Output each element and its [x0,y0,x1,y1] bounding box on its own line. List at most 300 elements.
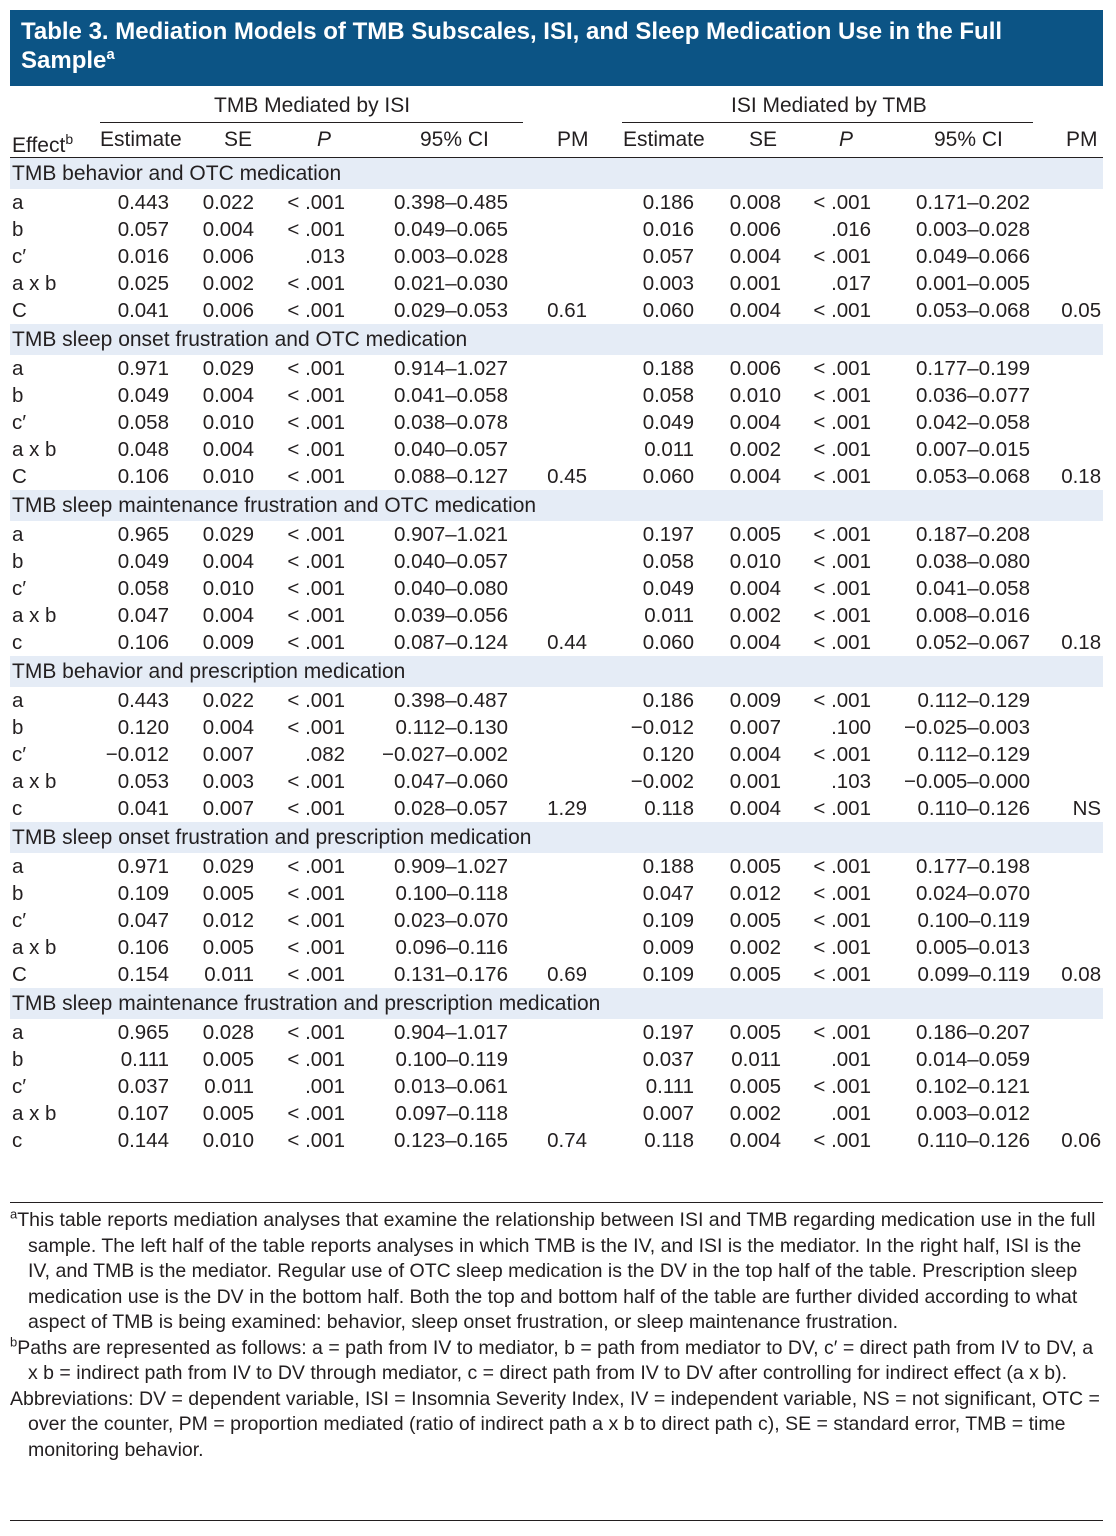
table-row [10,216,1103,243]
cell-p-right: < .001 [813,244,871,268]
cell-pm-right: 0.05 [1061,298,1102,322]
cell-ci-right: 0.186–0.207 [915,1020,1030,1044]
section-header-row [10,656,1103,687]
cell-pm-right [1034,548,1103,575]
cell-p-left: < .001 [287,881,345,905]
cell-p-left: .013 [305,244,345,268]
cell-pm-left: 0.45 [547,464,587,488]
cell-se-left: 0.007 [202,742,254,766]
cell-p-left: < .001 [287,688,345,712]
cell-estimate-left: 0.037 [117,1074,169,1098]
col-header-p-right: P [839,128,854,151]
cell-se-right: 0.004 [729,1128,781,1152]
cell-estimate-left: 0.041 [117,298,169,322]
cell-se-left: 0.010 [202,1128,254,1152]
cell-estimate-right: 0.188 [642,854,694,878]
col-header-se-right: SE [749,128,778,151]
cell-pm-right [1034,907,1103,934]
cell-estimate-right: 0.058 [642,383,694,407]
cell-se-left: 0.029 [202,854,254,878]
cell-pm-right [1034,741,1103,768]
cell-ci-right: 0.007–0.015 [915,437,1030,461]
table-row [10,741,1103,768]
table-row [10,1073,1103,1100]
cell-estimate-left: 0.049 [117,549,169,573]
cell-estimate-left: 0.016 [117,244,169,268]
cell-p-left: < .001 [287,1020,345,1044]
section-title: TMB behavior and prescription medication [10,656,1103,687]
cell-effect: c [12,630,23,654]
cell-effect: b [12,715,24,739]
cell-ci-right: 0.053–0.068 [915,298,1030,322]
cell-p-right: < .001 [813,549,871,573]
cell-ci-left: 0.398–0.487 [393,688,508,712]
cell-estimate-right: 0.109 [642,908,694,932]
cell-ci-left: 0.047–0.060 [393,769,508,793]
cell-se-right: 0.005 [729,854,781,878]
cell-estimate-left: 0.971 [117,854,169,878]
cell-se-right: 0.004 [729,796,781,820]
cell-pm-left [512,409,597,436]
cell-pm-left [512,382,597,409]
cell-p-left: < .001 [287,576,345,600]
cell-pm-left [512,1019,597,1046]
cell-se-right: 0.010 [729,549,781,573]
cell-ci-left: 0.039–0.056 [393,603,508,627]
footnote-a: $^a$This table reports mediation analyses that examine the relationship between ISI and TMB regarding medication use in the full sample. The left half of the table reports analyses in which TMB is the IV, and ISI is the mediator. In the right half, ISI is the IV, and TMB is the mediator. Regular use of OTC sleep medication is the DV in the top half of the table. Prescription sleep medication use is the DV in the bottom half. Both the top and bottom half of the table are further divided according to what aspect of TMB is being examined: behavior, sleep onset frustration, or sleep maintenance frustration. [10,1206,1096,1333]
cell-se-right: 0.005 [729,522,781,546]
table-row [10,961,1103,988]
cell-estimate-left: 0.106 [117,464,169,488]
cell-p-right: < .001 [813,630,871,654]
cell-p-right: < .001 [813,796,871,820]
cell-p-right: < .001 [813,437,871,461]
cell-ci-right: 0.052–0.067 [915,630,1030,654]
cell-estimate-right: 0.016 [642,217,694,241]
col-header-pm-left: PM [557,128,589,151]
cell-ci-left: 0.049–0.065 [393,217,508,241]
cell-se-left: 0.005 [202,1101,254,1125]
table-row [10,382,1103,409]
cell-effect: b [12,1047,24,1071]
cell-p-left: < .001 [287,383,345,407]
table-row [10,297,1103,324]
cell-pm-left: 0.74 [547,1128,587,1152]
cell-ci-right: −0.005–0.000 [904,769,1030,793]
cell-p-left: < .001 [287,356,345,380]
cell-se-right: 0.004 [729,410,781,434]
cell-estimate-right: 0.060 [642,630,694,654]
cell-pm-right: 0.08 [1061,962,1102,986]
cell-ci-right: 0.008–0.016 [915,603,1030,627]
cell-se-left: 0.004 [202,383,254,407]
cell-pm-left [512,548,597,575]
cell-se-left: 0.010 [202,576,254,600]
col-header-se-left: SE [224,128,253,151]
cell-se-right: 0.007 [729,715,781,739]
cell-pm-right [1034,768,1103,795]
cell-pm-left [512,768,597,795]
cell-se-left: 0.009 [202,630,254,654]
cell-estimate-right: 0.003 [642,271,694,295]
cell-se-right: 0.005 [729,908,781,932]
table-row [10,714,1103,741]
cell-effect: C [12,464,27,488]
cell-ci-right: 0.038–0.080 [915,549,1030,573]
cell-estimate-right: 0.060 [642,464,694,488]
table-row [10,629,1103,656]
cell-se-left: 0.006 [202,298,254,322]
cell-se-right: 0.005 [729,1020,781,1044]
cell-se-left: 0.005 [202,935,254,959]
cell-ci-left: 0.112–0.130 [395,715,508,739]
cell-ci-left: 0.040–0.057 [393,437,508,461]
group-header-right: ISI Mediated by TMB [731,94,927,117]
cell-pm-left: 1.29 [547,796,587,820]
cell-estimate-left: 0.106 [117,935,169,959]
table-row [10,521,1103,548]
cell-effect: b [12,549,24,573]
cell-p-right: .100 [831,715,871,739]
cell-se-right: 0.004 [729,576,781,600]
cell-p-right: < .001 [813,1074,871,1098]
cell-ci-left: 0.029–0.053 [393,298,508,322]
table-row [10,270,1103,297]
cell-p-right: < .001 [813,298,871,322]
cell-p-left: < .001 [287,854,345,878]
cell-estimate-left: 0.048 [117,437,169,461]
cell-se-right: 0.004 [729,742,781,766]
cell-pm-right [1034,355,1103,382]
cell-pm-right [1034,602,1103,629]
table-row [10,575,1103,602]
cell-ci-right: 0.177–0.198 [915,854,1030,878]
cell-ci-left: 0.021–0.030 [393,271,508,295]
cell-estimate-right: 0.111 [645,1074,694,1098]
table-title: Table 3. Mediation Models of TMB Subscales, ISI, and Sleep Medication Use in the Full Sample [21,18,1003,74]
cell-effect: c′ [12,410,27,434]
cell-p-left: < .001 [287,908,345,932]
cell-p-left: < .001 [287,410,345,434]
cell-estimate-left: 0.111 [120,1047,169,1071]
cell-ci-left: 0.909–1.027 [393,854,508,878]
cell-pm-right [1034,853,1103,880]
cell-pm-right [1034,243,1103,270]
cell-estimate-right: 0.007 [642,1101,694,1125]
cell-se-left: 0.010 [202,464,254,488]
cell-p-right: < .001 [813,464,871,488]
cell-p-right: < .001 [813,935,871,959]
cell-p-right: < .001 [813,356,871,380]
section-title: TMB sleep maintenance frustration and OTC medication [10,490,1103,521]
col-header-ci-right: 95% CI [934,128,1003,151]
cell-ci-right: 0.099–0.119 [917,962,1030,986]
cell-ci-right: 0.110–0.126 [917,1128,1030,1152]
col-header-p-left: P [317,128,332,151]
cell-p-right: < .001 [813,962,871,986]
cell-p-left: < .001 [287,1101,345,1125]
cell-pm-left [512,243,597,270]
cell-ci-left: 0.038–0.078 [393,410,508,434]
cell-se-left: 0.010 [202,410,254,434]
cell-estimate-right: 0.009 [642,935,694,959]
cell-p-left: < .001 [287,962,345,986]
cell-ci-right: 0.187–0.208 [915,522,1030,546]
cell-se-left: 0.004 [202,603,254,627]
cell-effect: b [12,217,24,241]
cell-effect: a x b [12,437,57,461]
cell-effect: a [12,688,24,712]
table-row [10,795,1103,822]
cell-p-right: .001 [831,1101,871,1125]
cell-p-right: < .001 [813,908,871,932]
cell-p-right: .016 [831,217,871,241]
cell-ci-left: 0.040–0.057 [393,549,508,573]
cell-effect: c′ [12,742,27,766]
table-row [10,1127,1103,1154]
cell-estimate-left: 0.041 [117,796,169,820]
cell-pm-left [512,521,597,548]
cell-estimate-right: 0.049 [642,576,694,600]
cell-se-right: 0.011 [731,1047,781,1071]
cell-se-left: 0.029 [202,356,254,380]
col-header-pm-right: PM [1066,128,1098,151]
group-header-left: TMB Mediated by ISI [214,94,411,117]
section-header-row [10,158,1103,189]
cell-ci-right: 0.049–0.066 [915,244,1030,268]
cell-estimate-left: 0.965 [117,1020,169,1044]
cell-se-right: 0.008 [729,190,781,214]
cell-pm-left [512,216,597,243]
table-row [10,243,1103,270]
cell-effect: a [12,190,24,214]
col-header-effect: Effect$^b$ [12,131,74,157]
cell-ci-left: 0.088–0.127 [393,464,508,488]
cell-p-left: < .001 [287,769,345,793]
cell-se-left: 0.011 [204,962,254,986]
cell-p-left: < .001 [287,217,345,241]
cell-pm-right [1034,1019,1103,1046]
cell-effect: a [12,356,24,380]
cell-estimate-right: 0.186 [642,190,694,214]
cell-pm-right [1034,1046,1103,1073]
cell-ci-right: 0.041–0.058 [915,576,1030,600]
cell-ci-right: 0.042–0.058 [915,410,1030,434]
cell-se-left: 0.022 [202,688,254,712]
cell-p-left: < .001 [287,796,345,820]
cell-p-right: < .001 [813,688,871,712]
cell-se-right: 0.002 [729,1101,781,1125]
cell-ci-left: 0.100–0.119 [395,1047,508,1071]
cell-pm-left [512,1073,597,1100]
cell-effect: C [12,962,27,986]
col-header-estimate-left: Estimate [100,128,182,151]
table-body [10,158,1103,1154]
cell-ci-left: 0.023–0.070 [393,908,508,932]
cell-se-right: 0.009 [729,688,781,712]
cell-p-right: < .001 [813,603,871,627]
section-header-row [10,490,1103,521]
footnote-b: $^b$Paths are represented as follows: a = path from IV to mediator, b = path from mediator to DV, c′ = direct path from IV to DV, a x b = indirect path from IV to DV through mediator, c = direct path from IV to DV after controlling for indirect effect (a x b). [10,1334,1094,1384]
cell-pm-left [512,880,597,907]
table-row [10,436,1103,463]
cell-ci-left: −0.027–0.002 [382,742,508,766]
cell-pm-left [512,602,597,629]
cell-ci-left: 0.003–0.028 [393,244,508,268]
cell-pm-right [1034,1073,1103,1100]
cell-p-right: .017 [831,271,871,295]
cell-p-right: < .001 [813,1128,871,1152]
cell-se-right: 0.002 [729,603,781,627]
section-title: TMB sleep maintenance frustration and prescription medication [10,988,1103,1019]
cell-se-right: 0.010 [729,383,781,407]
table-row [10,880,1103,907]
cell-pm-right [1034,382,1103,409]
cell-estimate-left: 0.154 [117,962,169,986]
cell-ci-left: 0.041–0.058 [393,383,508,407]
section-header-row [10,988,1103,1019]
cell-se-right: 0.005 [729,962,781,986]
cell-pm-right [1034,189,1103,216]
cell-ci-right: 0.110–0.126 [917,796,1030,820]
cell-estimate-left: 0.057 [117,217,169,241]
cell-estimate-left: 0.047 [117,908,169,932]
cell-pm-left: 0.61 [547,298,587,322]
cell-p-left: < .001 [287,271,345,295]
cell-se-left: 0.006 [202,244,254,268]
cell-ci-right: 0.024–0.070 [915,881,1030,905]
cell-se-right: 0.004 [729,630,781,654]
cell-estimate-right: 0.060 [642,298,694,322]
cell-ci-right: 0.014–0.059 [915,1047,1030,1071]
cell-effect: C [12,298,27,322]
cell-estimate-right: 0.011 [644,437,694,461]
cell-se-right: 0.001 [729,769,781,793]
cell-se-left: 0.022 [202,190,254,214]
cell-p-right: < .001 [813,881,871,905]
table-row [10,355,1103,382]
cell-pm-right: NS [1072,796,1102,820]
cell-estimate-left: 0.109 [117,881,169,905]
table-row [10,853,1103,880]
cell-effect: a x b [12,769,57,793]
cell-estimate-right: 0.058 [642,549,694,573]
cell-pm-left [512,1046,597,1073]
title-footnote-marker: a [106,46,115,63]
cell-se-right: 0.006 [729,217,781,241]
cell-estimate-left: 0.047 [117,603,169,627]
cell-pm-left [512,575,597,602]
table-row [10,548,1103,575]
cell-se-right: 0.012 [729,881,781,905]
section-header-row [10,324,1103,355]
cell-ci-left: 0.131–0.176 [393,962,508,986]
cell-se-left: 0.005 [202,881,254,905]
cell-pm-right [1034,714,1103,741]
table-row [10,602,1103,629]
cell-effect: c′ [12,1074,27,1098]
cell-pm-left: 0.44 [547,630,587,654]
cell-estimate-right: 0.197 [642,522,694,546]
cell-effect: a x b [12,271,57,295]
cell-se-left: 0.004 [202,715,254,739]
cell-se-left: 0.004 [202,549,254,573]
cell-ci-left: 0.907–1.021 [393,522,508,546]
cell-ci-right: 0.177–0.199 [915,356,1030,380]
cell-estimate-left: 0.053 [117,769,169,793]
cell-estimate-left: 0.443 [117,688,169,712]
cell-pm-right [1034,687,1103,714]
cell-ci-right: 0.102–0.121 [915,1074,1030,1098]
cell-estimate-left: 0.443 [117,190,169,214]
cell-estimate-left: 0.106 [117,630,169,654]
section-header-row [10,822,1103,853]
cell-effect: a [12,854,24,878]
cell-p-right: < .001 [813,1020,871,1044]
cell-effect: c [12,796,23,820]
cell-p-left: < .001 [287,935,345,959]
cell-pm-right: 0.18 [1061,464,1102,488]
cell-pm-right [1034,934,1103,961]
cell-p-left: < .001 [287,1047,345,1071]
cell-ci-right: 0.001–0.005 [915,271,1030,295]
cell-p-right: < .001 [813,742,871,766]
col-header-ci-left: 95% CI [420,128,489,151]
cell-estimate-right: 0.037 [642,1047,694,1071]
cell-estimate-right: 0.049 [642,410,694,434]
cell-pm-right [1034,270,1103,297]
cell-se-right: 0.002 [729,935,781,959]
cell-pm-left [512,355,597,382]
cell-effect: a [12,522,24,546]
cell-ci-left: 0.040–0.080 [393,576,508,600]
cell-pm-left [512,853,597,880]
cell-effect: a x b [12,935,57,959]
cell-p-right: < .001 [813,576,871,600]
cell-ci-right: 0.003–0.012 [915,1101,1030,1125]
cell-ci-right: 0.005–0.013 [915,935,1030,959]
cell-estimate-right: 0.197 [642,1020,694,1044]
cell-estimate-left: 0.058 [117,410,169,434]
cell-ci-right: 0.003–0.028 [915,217,1030,241]
cell-p-left: < .001 [287,190,345,214]
cell-pm-right [1034,409,1103,436]
cell-p-right: .001 [831,1047,871,1071]
cell-estimate-left: 0.965 [117,522,169,546]
table-row [10,409,1103,436]
table-row [10,687,1103,714]
cell-pm-left [512,1100,597,1127]
cell-effect: b [12,881,24,905]
cell-effect: c′ [12,244,27,268]
cell-p-left: < .001 [287,603,345,627]
section-title: TMB behavior and OTC medication [10,158,1103,189]
cell-ci-left: 0.123–0.165 [393,1128,508,1152]
cell-estimate-left: 0.144 [117,1128,169,1152]
cell-ci-left: 0.096–0.116 [395,935,508,959]
cell-p-right: < .001 [813,522,871,546]
cell-ci-right: 0.171–0.202 [915,190,1030,214]
cell-se-left: 0.003 [202,769,254,793]
cell-se-left: 0.012 [202,908,254,932]
cell-pm-left [512,189,597,216]
table-row [10,1046,1103,1073]
cell-p-left: < .001 [287,437,345,461]
cell-effect: b [12,383,24,407]
table-bottom-rule [10,1202,1103,1203]
cell-ci-left: 0.087–0.124 [393,630,508,654]
group-underline-right [622,122,1033,123]
